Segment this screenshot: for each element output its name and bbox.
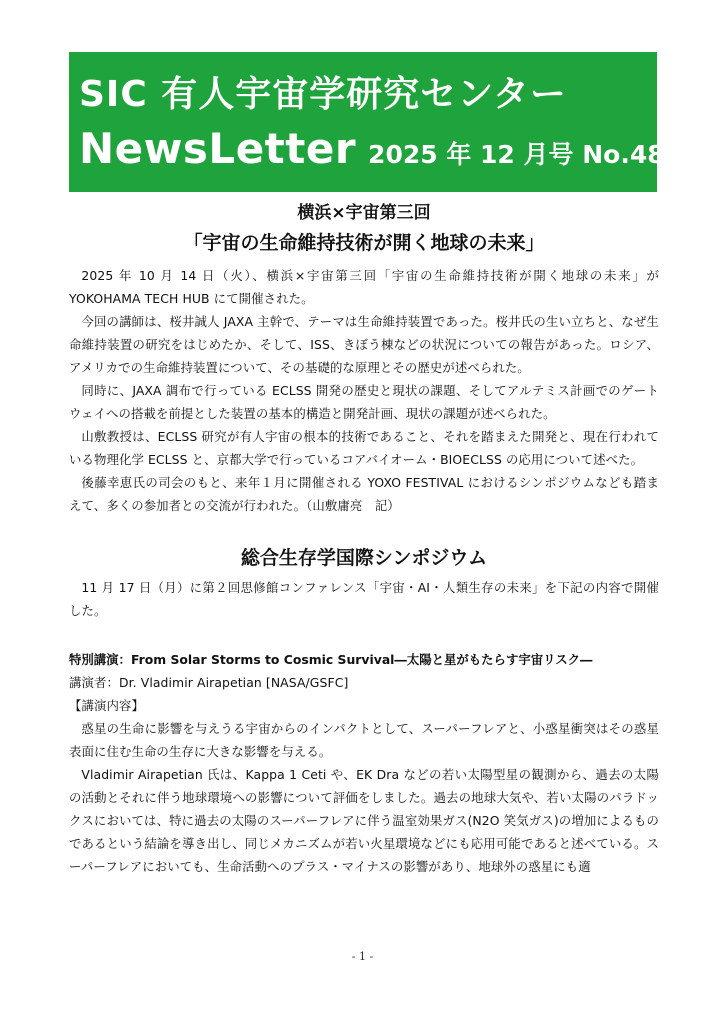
lecture-title: 特別講演：From Solar Storms to Cosmic Survival―太陽と星がもたらす宇宙リスク― <box>69 652 593 667</box>
article1-title-line2: 「宇宙の生命維持技術が開く地球の未来」 <box>183 232 545 254</box>
newsletter-label: NewsLetter <box>79 124 357 173</box>
article2-paragraph: 惑星の生命に影響を与えうる宇宙からのインパクトとして、スーパーフレアと、小惑星衝突はその惑星表面に住む生命の生存に大きな影響を与える。 <box>69 721 659 759</box>
article2-paragraph: Vladimir Airapetian 氏は、Kappa 1 Ceti や、EK Dra などの若い太陽型星の観測から、過去の太陽の活動とそれに伴う地球環境への影響について評価をしました。過去の地球大気や、若い太陽のパラドックスにおいては、特に過去の太陽のスーパーフレアに伴う温室効果ガス(N2O 笑気ガス)の増加によるものであるという結論を導き出し、同じメカニズムが若い火星環境などにも応用可能であると述べている。スーパーフレアにおいても、生命活動へのプラス・マイナスの影響があり、地球外の惑星にも適 <box>69 767 659 874</box>
page-number: - 1 - <box>351 950 374 963</box>
article2-intro: 11 月 17 日（月）に第２回思修館コンファレンス「宇宙・AI・人類生存の未来」を下記の内容で開催した。 <box>69 580 659 618</box>
article1-paragraph: 今回の講師は、桜井誠人 JAXA 主幹で、テーマは生命維持装置であった。桜井氏の生い立ちと、なぜ生命維持装置の研究をはじめたか、そして、ISS、きぼう棟などの状況についての報告があった。ロシア、アメリカでの生命維持装置について、その基礎的な原理とその歴史が述べられた。 <box>69 314 659 375</box>
banner-title: SIC 有人宇宙学研究センター <box>79 74 567 115</box>
lecture-speaker: 講演者：Dr. Vladimir Airapetian [NASA/GSFC] <box>69 675 349 690</box>
article2-title: 総合生存学国際シンポジウム <box>240 547 488 569</box>
newsletter-banner <box>69 52 665 192</box>
main-content <box>69 200 659 878</box>
article1-paragraph: 後藤幸恵氏の司会のもと、来年１月に開催される YOXO FESTIVAL におけるシンポジウムなども踏まえて、多くの参加者との交流が行われた。（山敷庸亮 記） <box>69 475 659 513</box>
issue-label: 2025 年 12 月号 No.48 <box>368 140 665 169</box>
article1-paragraph: 2025 年 10 月 14 日（火）、横浜×宇宙第三回「宇宙の生命維持技術が開く地球の未来」が YOKOHAMA TECH HUB にて開催された。 <box>69 268 659 306</box>
lecture-section-label: 【講演内容】 <box>69 698 144 713</box>
article1-paragraph: 同時に、JAXA 調布で行っている ECLSS 開発の歴史と現状の課題、そしてアルテミス計画でのゲートウェイへの搭載を前提とした装置の基本的構造と開発計画、現状の課題が述べられた。 <box>69 383 659 421</box>
article1-paragraph: 山敷教授は、ECLSS 研究が有人宇宙の根本的技術であること、それを踏まえた開発と、現在行われている物理化学 ECLSS と、京都大学で行っているコアバイオーム・BIOECLSS の応用について述べた。 <box>69 429 659 467</box>
banner-subtitle <box>79 124 665 183</box>
article1-title-line1: 横浜×宇宙第三回 <box>297 203 431 223</box>
